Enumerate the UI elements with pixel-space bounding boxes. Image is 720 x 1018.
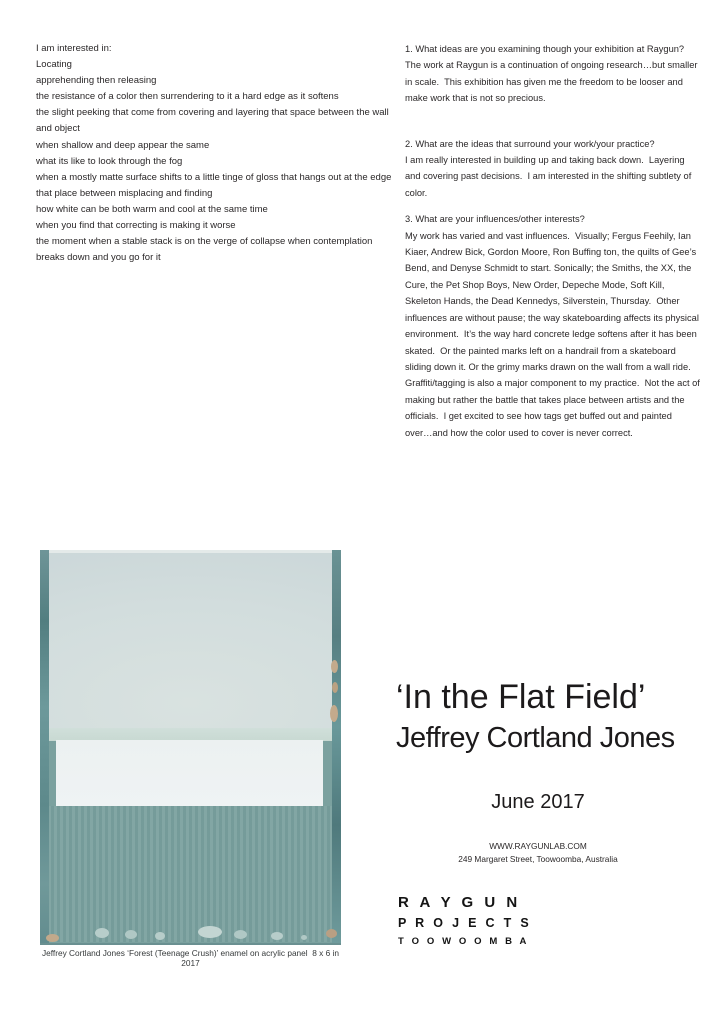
paint-drip	[155, 932, 165, 940]
gallery-contact	[396, 840, 680, 866]
artist-statement-text: I am interested in: Locating apprehending then releasing the resistance of a color then surrendering to it a hard edge as it softens the slight peeking that come from covering and layering that space between the wall and object when shallow and deep appear the same what its like to look through the fog when a mostly matte surface shifts to a little tinge of gloss that hangs out at the edge that place between misplacing and finding how white can be both warm and cool at the same time when you find that correcting is making it worse the moment when a stable stack is on the verge of collapse when contemplation breaks down and you go for it	[36, 43, 392, 264]
question-1: 1. What ideas are you examining though your exhibition at Raygun?	[405, 44, 685, 54]
qa-item-2	[405, 136, 701, 202]
artwork-left-paint-edge	[40, 550, 49, 943]
qa-item-3	[405, 211, 701, 441]
website-url: WWW.RAYGUNLAB.COM	[489, 841, 587, 851]
raygun-logo	[396, 893, 680, 950]
artwork-top-edge	[46, 550, 335, 553]
paint-drip	[198, 926, 222, 938]
paint-drip	[95, 928, 109, 938]
artwork-caption: Jeffrey Cortland Jones ‘Forest (Teenage Crush)’ enamel on acrylic panel 8 x 6 in 2017	[42, 948, 342, 968]
answer-1: The work at Raygun is a continuation of ongoing research…but smaller in scale. This exhibition has given me the freedom to be looser and make work that is not so precious.	[405, 60, 701, 104]
question-3: 3. What are your influences/other interests?	[405, 214, 585, 225]
tan-spot	[326, 929, 337, 938]
qa-section	[405, 41, 701, 441]
tan-spot	[332, 682, 338, 693]
title-block	[396, 675, 680, 950]
exhibition-title: ‘In the Flat Field’	[396, 678, 646, 716]
paint-drip	[234, 930, 247, 939]
paint-drip	[271, 932, 283, 940]
artwork-white-band	[56, 740, 323, 806]
answer-3: My work has varied and vast influences. Visually; Fergus Feehily, Ian Kiaer, Andrew Bick, Gordon Moore, Ron Buffing ton, the quilts of Gee’s Bend, and Denyse Schmidt to start. Sonically; the Smiths, the XX, the Cure, the Pet Shop Boys, New Order, Depeche Mode, Soft Kill, Skeleton Hands, the Dead Kennedys, Silverstein, Thursday. Other influences are without pause; the way skateboarding affects its physical environment. It’s the way hard concrete ledge softens after it has been skated. Or the painted marks left on a handrail from a skateboard sliding down it. Or the grimy marks drawn on the wall from a wall ride. Graffiti/tagging is also a major component to my practice. Not the act of making but rather the battle that takes place between artists and the officials. I get excited to see how tags get buffed out and painted over…and how the color used to cover is never correct.	[405, 230, 703, 438]
artwork-pale-wash	[47, 551, 333, 741]
paint-drip	[125, 930, 137, 939]
paint-drip	[301, 935, 307, 940]
artwork-image	[40, 550, 341, 945]
tan-spot	[331, 660, 338, 673]
tan-spot	[46, 934, 59, 942]
artwork-right-paint-edge	[332, 550, 341, 943]
answer-2: I am really interested in building up and taking back down. Layering and covering past decisions. I am interested in the shifting subtlety of color.	[405, 155, 694, 198]
gallery-address: 249 Margaret Street, Toowoomba, Australia	[458, 853, 618, 864]
logo-line-projects: P R O J E C T S	[398, 915, 532, 930]
artist-name: Jeffrey Cortland Jones	[396, 722, 675, 754]
logo-line-toowoomba: T O O W O O M B A	[398, 935, 529, 947]
tan-spot	[330, 705, 338, 722]
exhibition-date: June 2017	[491, 791, 585, 813]
logo-line-raygun: R A Y G U N	[398, 893, 521, 911]
artwork-teal-texture	[48, 806, 333, 942]
question-2: 2. What are the ideas that surround your work/your practice?	[405, 138, 655, 149]
qa-item-1	[405, 41, 701, 107]
